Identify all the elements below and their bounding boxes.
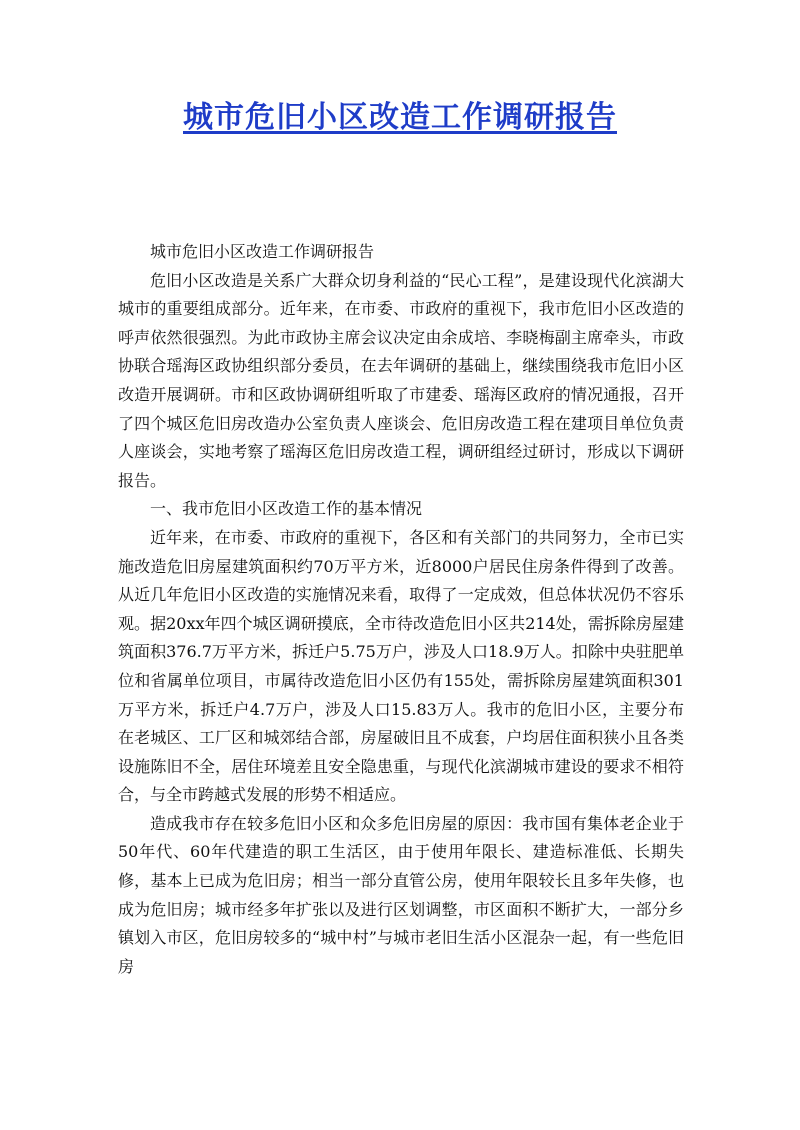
section-heading: 一、我市危旧小区改造工作的基本情况 [150, 499, 423, 519]
situation-paragraph: 近年来，在市委、市政府的重视下，各区和有关部门的共同努力，全市已实施改造危旧房屋建筑面积约70万平方米，近8000户居民住房条件得到了改善。从近几年危旧小区改造的实施情况来看，取得了一定成效，但总体状况仍不容乐观。据20xx年四个城区调研摸底，全市待改造危旧小区共214处，需拆除房屋建筑面积376.7万平方米，拆迁户5.75万户，涉及人口18.9万人。扣除中央驻肥单位和省属单位项目，市属待改造危旧小区仍有155处，需拆除房屋建筑面积301万平方米，拆迁户4.7万户，涉及人口15.83万人。我市的危旧小区，主要分布在老城区、工厂区和城郊结合部，房屋破旧且不成套，户均居住面积狭小且各类设施陈旧不全，居住环境差且安全隐患重，与现代化滨湖城市建设的要求不相符合，与全市跨越式发展的形势不相适应。 [118, 527, 684, 805]
subtitle-paragraph: 城市危旧小区改造工作调研报告 [150, 242, 375, 261]
intro-paragraph: 危旧小区改造是关系广大群众切身利益的“民心工程”，是建设现代化滨湖大城市的重要组成部分。近年来，在市委、市政府的重视下，我市危旧小区改造的呼声依然很强烈。为此市政协主席会议决定由余成培、李晓梅副主席牵头，市政协联合瑶海区政协组织部分委员，在去年调研的基础上，继续围绕我市危旧小区改造开展调研。市和区政协调研组听取了市建委、瑶海区政府的情况通报，召开了四个城区危旧房改造办公室负责人座谈会、危旧房改造工程在建项目单位负责人座谈会，实地考察了瑶海区危旧房改造工程，调研组经过研讨，形成以下调研报告。 [118, 270, 684, 490]
causes-paragraph: 造成我市存在较多危旧小区和众多危旧房屋的原因：我市国有集体老企业于50年代、60年代建造的职工生活区，由于使用年限长、建造标准低、长期失修，基本上已成为危旧房；相当一部分直管公房，使用年限较长且多年失修，也成为危旧房；城市经多年扩张以及进行区划调整，市区面积不断扩大，一部分乡镇划入市区，危旧房较多的“城中村”与城市老旧生活小区混杂一起，有一些危旧房 [118, 813, 684, 976]
document-body [118, 238, 684, 981]
document-title[interactable]: 城市危旧小区改造工作调研报告 [183, 100, 617, 135]
